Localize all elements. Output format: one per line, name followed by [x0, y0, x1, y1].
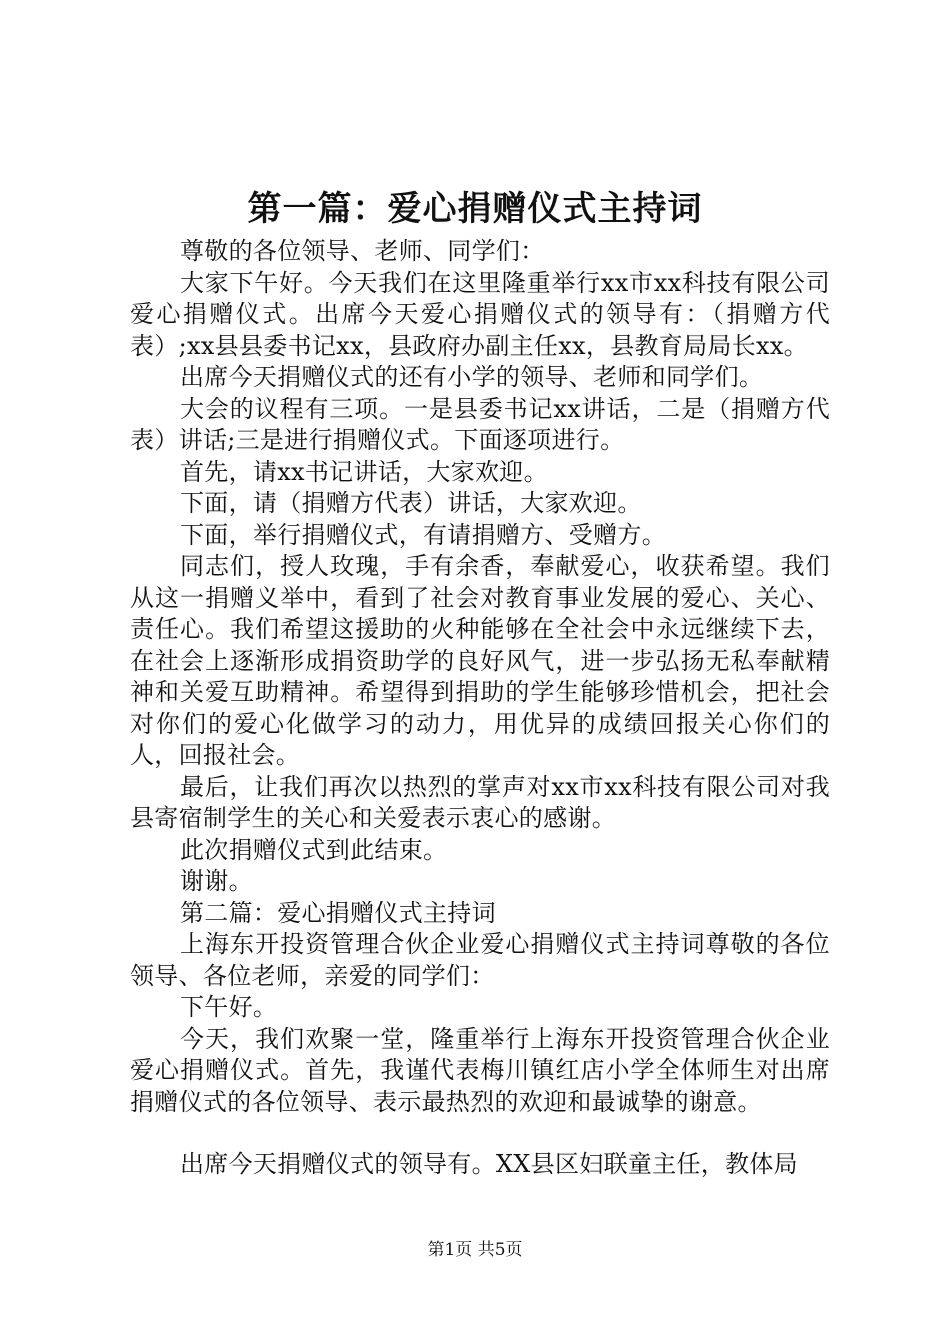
paragraph: 下面，请（捐赠方代表）讲话，大家欢迎。: [180, 489, 642, 517]
paragraph: 出席今天捐赠仪式的领导有。XX县区妇联童主任，教体局: [180, 1150, 798, 1178]
paragraph: 同志们，授人玫瑰，手有余香，奉献爱心，收获希望。我们从这一捐赠义举中，看到了社会对教育事业发展的爱心、关心、责任心。我们希望这援助的火种能够在全社会中永远继续下去，在社会上逐渐形成捐资助学的良好风气，进一步弘扬无私奉献精神和关爱互助精神。希望得到捐助的学生能够珍惜机会，把社会对你们的爱心化做学习的动力，用优异的成绩回报关心你们的人，回报社会。: [130, 552, 830, 769]
document-body: [130, 236, 830, 1181]
paragraph: 出席今天捐赠仪式的还有小学的领导、老师和同学们。: [180, 363, 764, 391]
paragraph: 上海东开投资管理合伙企业爱心捐赠仪式主持词尊敬的各位领导、各位老师，亲爱的同学们：: [130, 930, 830, 990]
paragraph: 下午好。: [180, 993, 278, 1021]
paragraph: 大会的议程有三项。一是县委书记xx讲话，二是（捐赠方代表）讲话;三是进行捐赠仪式。下面逐项进行。: [130, 394, 830, 454]
page-number-footer: 第1页 共5页: [427, 1240, 523, 1260]
paragraph: 今天，我们欢聚一堂，隆重举行上海东开投资管理合伙企业爱心捐赠仪式。首先，我谨代表梅川镇红店小学全体师生对出席捐赠仪式的各位领导、表示最热烈的欢迎和最诚挚的谢意。: [130, 1024, 830, 1116]
paragraph: 尊敬的各位领导、老师、同学们：: [180, 237, 545, 265]
paragraph: 下面，举行捐赠仪式，有请捐赠方、受赠方。: [180, 520, 666, 549]
paragraph: 此次捐赠仪式到此结束。: [180, 835, 448, 864]
paragraph: 谢谢。: [180, 867, 253, 895]
section-heading: 第二篇：爱心捐赠仪式主持词: [180, 898, 496, 927]
paragraph: 最后，让我们再次以热烈的掌声对xx市xx科技有限公司对我县寄宿制学生的关心和关爱表示衷心的感谢。: [130, 772, 830, 832]
document-title: 第一篇：爱心捐赠仪式主持词: [247, 189, 703, 229]
paragraph: 首先，请xx书记讲话，大家欢迎。: [180, 457, 548, 486]
paragraph: 大家下午好。今天我们在这里隆重举行xx市xx科技有限公司爱心捐赠仪式。出席今天爱心捐赠仪式的领导有：（捐赠方代表）;xx县县委书记xx，县政府办副主任xx，县教育局局长xx。: [130, 268, 830, 360]
